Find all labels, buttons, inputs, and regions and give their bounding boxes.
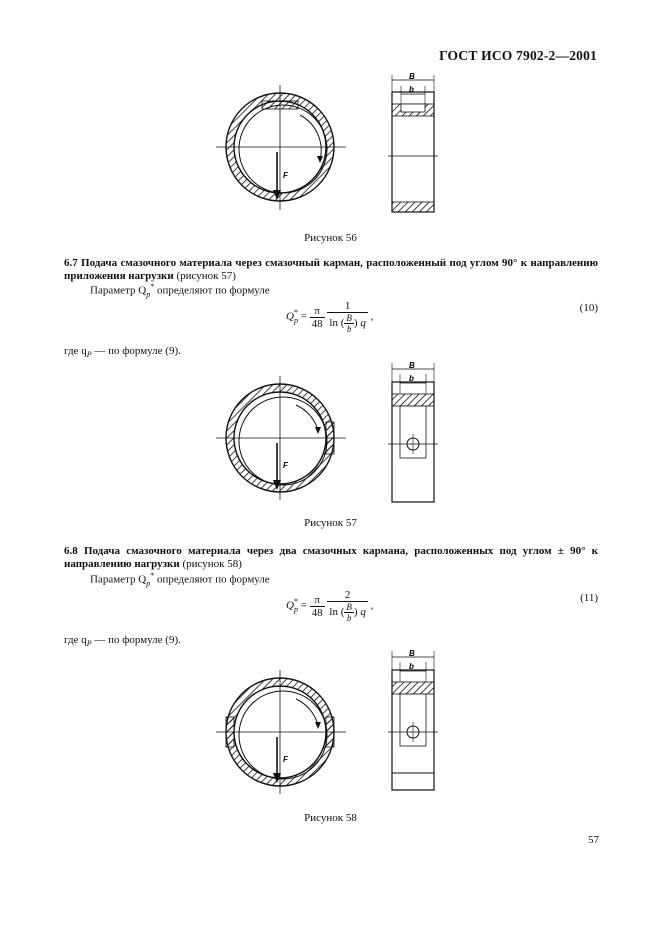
param-line-6-8: Параметр $Q_p^*$ определяют по формуле (90, 571, 270, 588)
page-header: ГОСТ ИСО 7902-2—2001 (439, 48, 597, 63)
pocket-width-label: b (409, 85, 414, 94)
bearing-side-view-57 (388, 361, 438, 502)
formula-11: $Q^*_p$ = $\frac{\pi}{48}$ 2 ln ( $\frac{B}{b}$ ) q , (286, 589, 374, 623)
equation-number-10: (10) (579, 302, 598, 314)
section-heading-6-7: 6.7 Подача смазочного материала через смазочный карман, расположенный под углом 90° к направлению приложения нагрузки (рисунок 57) (64, 257, 598, 282)
figure-caption-58: Рисунок 58 (304, 812, 357, 824)
param-line-6-7: Параметр $Q_p^*$ определяют по формуле (90, 282, 270, 299)
bearing-ring-56 (216, 85, 346, 210)
force-label: F (283, 171, 288, 180)
equation-number-11: (11) (580, 592, 598, 604)
figure-caption-57: Рисунок 57 (304, 517, 357, 529)
figure-caption-56: Рисунок 56 (304, 232, 357, 244)
bearing-side-view-58 (388, 649, 438, 790)
page-number: 57 (588, 834, 599, 846)
where-line-6-8: где $q_P$ — по формуле (9). (64, 634, 181, 649)
section-heading-6-8: 6.8 Подача смазочного материала через два смазочных кармана, расположенных под углом ± 90° к направлению нагрузки (рисунок 58) (64, 545, 598, 570)
width-label: B (409, 649, 415, 658)
force-label: F (283, 755, 288, 764)
force-label: F (283, 461, 288, 470)
bearing-side-view-56 (388, 72, 438, 212)
figure-57 (200, 358, 460, 508)
pocket-width-label: b (409, 662, 414, 671)
figure-56 (200, 70, 460, 220)
pocket-width-label: b (409, 374, 414, 383)
width-label: B (409, 72, 415, 81)
figure-58 (200, 645, 460, 795)
formula-10: $Q^*_p$ = $\frac{\pi}{48}$ 1 ln ( $\frac{B}{b}$ ) q , (286, 300, 374, 334)
where-line-6-7: где $q_P$ — по формуле (9). (64, 345, 181, 360)
bearing-ring-58 (216, 670, 346, 794)
bearing-ring-57 (216, 376, 346, 500)
width-label: B (409, 361, 415, 370)
